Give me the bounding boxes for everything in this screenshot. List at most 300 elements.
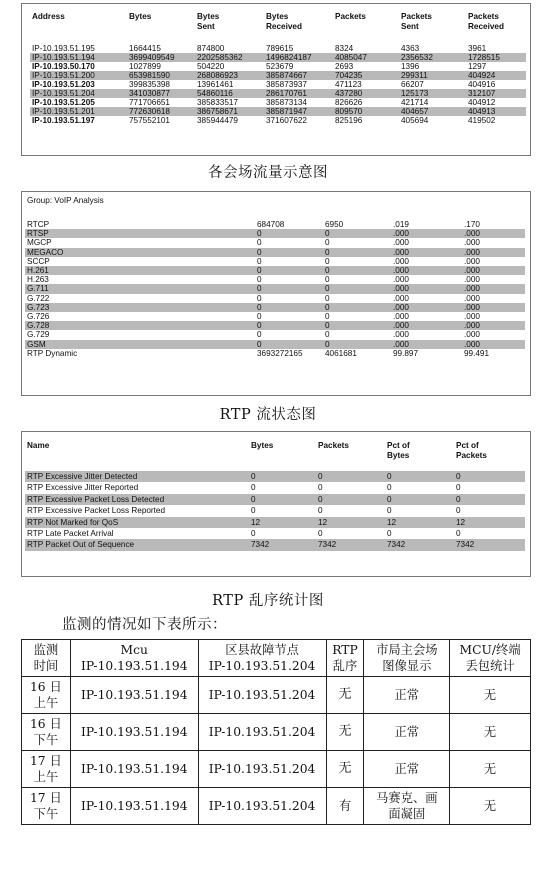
table-cell: 399835398: [129, 80, 170, 89]
time-cell: [22, 714, 71, 751]
table-cell: .000: [462, 229, 525, 238]
table-cell: 0: [387, 483, 392, 493]
table-cell: 0: [255, 284, 323, 293]
table-cell: 0: [456, 506, 461, 516]
table-cell: 385944479: [197, 116, 238, 125]
table-cell: 0: [387, 506, 392, 516]
table-row: [30, 71, 526, 80]
flow-table-header: [30, 10, 526, 34]
table-cell: 0: [323, 340, 391, 349]
display-cell: [364, 714, 450, 751]
table-cell: 1496824187: [264, 53, 333, 62]
node-cell: IP-10.193.51.204: [198, 677, 326, 714]
mcu-cell: IP-10.193.51.194: [70, 751, 198, 788]
table-cell: .170: [464, 220, 480, 229]
table-cell: 0: [318, 506, 323, 516]
table-cell: 0: [323, 321, 391, 330]
table-cell: 0: [255, 340, 323, 349]
rtp-state-table: [25, 220, 525, 358]
table-cell: IP-10.193.51.203: [32, 80, 95, 89]
table-cell: 809570: [333, 107, 399, 116]
table-cell: 771706651: [129, 98, 170, 107]
display-line: 正常: [394, 725, 420, 739]
table-cell: 0: [251, 506, 256, 516]
table-cell: 789615: [266, 44, 294, 53]
table-cell: .000: [391, 321, 462, 330]
table-cell: 0: [316, 471, 385, 482]
table-cell: 772630618: [127, 107, 195, 116]
table-row: [25, 312, 525, 321]
table-cell: 385873937: [266, 80, 307, 89]
table-cell: RTP Packet Out of Sequence: [25, 539, 249, 550]
header-line: MCU/终端: [459, 643, 521, 657]
table-cell: 0: [323, 284, 391, 293]
table-cell: .000: [464, 275, 480, 285]
monitor-col-header: [70, 640, 198, 677]
table-cell: 1297: [468, 62, 487, 71]
table-cell: 0: [325, 293, 330, 303]
table-cell: RTP Excessive Jitter Reported: [27, 483, 139, 493]
header-sub: IP-10.193.51.194: [80, 659, 188, 673]
table-cell: 385833517: [197, 98, 238, 107]
group-label: Group: VoIP Analysis: [27, 196, 104, 205]
table-cell: 386758671: [195, 107, 264, 116]
table-row: [30, 62, 526, 71]
time-line: 16 日: [29, 680, 62, 694]
display-cell: [364, 751, 450, 788]
table-cell: .000: [391, 266, 462, 275]
table-row: [25, 482, 525, 493]
header-line: Received: [468, 22, 504, 31]
table-row: [25, 220, 525, 229]
table-cell: 0: [257, 312, 262, 322]
table-cell: 0: [257, 238, 262, 248]
table-cell: 404912: [468, 98, 496, 107]
table-cell: 404913: [466, 107, 526, 116]
flow-col-header: [264, 10, 333, 34]
order-col-header: [249, 439, 316, 463]
table-cell: 0: [316, 494, 385, 505]
header-line: 丢包统计: [465, 659, 515, 673]
header-line: Bytes: [129, 12, 152, 21]
table-cell: H.261: [25, 266, 255, 275]
display-line: 正常: [394, 762, 420, 776]
table-cell: 0: [257, 330, 262, 340]
table-row: [25, 248, 525, 257]
table-cell: .000: [464, 312, 480, 322]
table-cell: IP-10.193.51.195: [32, 44, 95, 53]
table-row: [25, 528, 525, 539]
table-cell: 4061681: [325, 348, 357, 358]
table-cell: 2202585362: [195, 53, 264, 62]
header-line: Packets: [456, 451, 487, 460]
table-cell: 0: [385, 494, 454, 505]
table-cell: 286170761: [264, 89, 333, 98]
rtp-state-image: [21, 191, 531, 396]
time-cell: [22, 788, 71, 825]
table-cell: .000: [393, 330, 409, 340]
table-row: [30, 44, 526, 53]
table-cell: 0: [323, 229, 391, 238]
table-cell: .000: [464, 256, 480, 266]
table-cell: .000: [391, 248, 462, 257]
flow-col-header: [127, 10, 195, 34]
table-cell: 4085047: [333, 53, 399, 62]
rtp-cell: 无: [326, 714, 364, 751]
table-cell: .000: [464, 238, 480, 248]
table-cell: 3699409549: [127, 53, 195, 62]
table-cell: 826626: [335, 98, 363, 107]
header-line: Packets: [318, 441, 349, 450]
flow-col-header: [195, 10, 264, 34]
header-line: Packets: [401, 12, 432, 21]
table-cell: G.728: [25, 321, 255, 330]
table-cell: 3961: [468, 44, 487, 53]
table-cell: .000: [393, 275, 409, 285]
table-cell: 2356532: [399, 53, 466, 62]
table-cell: 1027899: [129, 62, 161, 71]
header-line: 市局主会场: [376, 643, 438, 657]
table-cell: 7342: [249, 539, 316, 550]
table-cell: 471123: [335, 80, 362, 89]
table-cell: .000: [464, 293, 480, 303]
table-cell: 0: [251, 529, 256, 539]
table-cell: MGCP: [27, 238, 52, 248]
display-cell: [364, 788, 450, 825]
table-cell: 12: [385, 517, 454, 528]
header-line: RTP: [332, 643, 358, 657]
table-cell: 0: [387, 529, 392, 539]
header-line: Sent: [401, 22, 419, 31]
table-cell: 0: [325, 312, 330, 322]
table-cell: RTP Excessive Packet Loss Reported: [27, 506, 166, 516]
header-line: 图像显示: [382, 659, 432, 673]
table-cell: 0: [318, 529, 323, 539]
table-cell: G.726: [27, 312, 50, 322]
time-line: 上午: [33, 770, 59, 784]
monitor-col-header: [326, 640, 364, 677]
table-cell: 0: [255, 321, 323, 330]
table-cell: 8324: [335, 44, 354, 53]
table-row: [25, 505, 525, 516]
table-cell: 66207: [401, 80, 424, 89]
table-cell: 0: [454, 471, 525, 482]
monitor-row: [22, 788, 531, 825]
table-cell: .000: [393, 256, 409, 266]
table-cell: 385874667: [264, 71, 333, 80]
table-cell: 6950: [325, 220, 344, 229]
table-row: [25, 275, 525, 284]
table-cell: 0: [255, 266, 323, 275]
loss-cell: 无: [450, 714, 531, 751]
header-sub: IP-10.193.51.204: [208, 659, 316, 673]
display-line: 面凝固: [388, 807, 426, 821]
table-cell: IP-10.193.50.170: [32, 62, 95, 71]
table-cell: IP-10.193.51.201: [30, 107, 127, 116]
table-cell: GSM: [25, 340, 255, 349]
mcu-cell: IP-10.193.51.194: [70, 677, 198, 714]
table-cell: 0: [325, 256, 330, 266]
table-cell: 1664415: [129, 44, 161, 53]
header-line: 时间: [33, 659, 59, 673]
table-cell: RTP Excessive Jitter Detected: [25, 471, 249, 482]
mcu-cell: IP-10.193.51.194: [70, 788, 198, 825]
header-line: Received: [266, 22, 302, 31]
table-cell: 12: [454, 517, 525, 528]
table-cell: 385871947: [264, 107, 333, 116]
table-row: [25, 294, 525, 303]
header-line: Bytes: [197, 12, 220, 21]
rtp-cell: 无: [326, 751, 364, 788]
table-cell: .000: [462, 303, 525, 312]
table-row: [25, 229, 525, 238]
flow-col-header: [466, 10, 526, 34]
table-cell: 7342: [454, 539, 525, 550]
header-line: Bytes: [251, 441, 274, 450]
table-cell: 0: [251, 483, 256, 493]
time-cell: [22, 677, 71, 714]
table-cell: 0: [323, 248, 391, 257]
table-cell: 874800: [197, 44, 225, 53]
header-line: 乱序: [332, 659, 358, 673]
monitor-col-header: [198, 640, 326, 677]
table-cell: 0: [325, 330, 330, 340]
order-col-header: [454, 439, 525, 463]
table-cell: 99.491: [464, 348, 490, 358]
monitor-col-header: [22, 640, 71, 677]
rtp-order-header: [25, 439, 525, 463]
table-cell: 299311: [399, 71, 466, 80]
table-row: [25, 517, 525, 528]
rtp-order-table: [25, 439, 525, 551]
table-cell: 12: [316, 517, 385, 528]
table-cell: H.263: [27, 275, 49, 285]
table-cell: 0: [255, 229, 323, 238]
time-line: 16 日: [29, 717, 62, 731]
loss-cell: 无: [450, 677, 531, 714]
header-line: Name: [27, 441, 50, 450]
table-cell: 125173: [399, 89, 466, 98]
table-row: [25, 471, 525, 482]
table-cell: 504220: [197, 62, 225, 71]
flow-table: [30, 10, 526, 125]
table-row: [30, 98, 526, 107]
table-cell: 437280: [333, 89, 399, 98]
table-cell: 704235: [333, 71, 399, 80]
table-row: [25, 257, 525, 266]
monitor-col-header: [364, 640, 450, 677]
table-row: [30, 116, 526, 125]
table-cell: 684708: [257, 220, 285, 229]
table-cell: 0: [249, 494, 316, 505]
table-cell: 405694: [401, 116, 429, 125]
table-cell: .000: [462, 321, 525, 330]
table-cell: .000: [393, 312, 409, 322]
table-cell: 0: [323, 303, 391, 312]
header-line: Packets: [335, 12, 366, 21]
table-cell: 13961461: [197, 80, 234, 89]
table-cell: G.723: [25, 303, 255, 312]
table-cell: G.711: [25, 284, 255, 293]
table-cell: 99.897: [393, 348, 419, 358]
table-row: [25, 266, 525, 275]
table-row: [25, 330, 525, 339]
time-line: 下午: [33, 807, 59, 821]
header-line: 监测: [33, 643, 59, 657]
header-line: Address: [32, 12, 65, 21]
table-cell: 341030877: [127, 89, 195, 98]
flow-col-header: [30, 10, 127, 34]
table-cell: 404916: [468, 80, 496, 89]
order-col-header: [25, 439, 249, 463]
monitor-header-row: [22, 640, 531, 677]
table-cell: 1728515: [466, 53, 526, 62]
table-row: [25, 539, 525, 550]
table-cell: 1396: [401, 62, 420, 71]
table-cell: 419502: [468, 116, 496, 125]
table-cell: 268086923: [195, 71, 264, 80]
monitor-col-header: [450, 640, 531, 677]
header-line: Pct of: [387, 441, 410, 450]
loss-cell: 无: [450, 788, 531, 825]
table-row: [30, 53, 526, 62]
mcu-cell: IP-10.193.51.194: [70, 714, 198, 751]
rtp-state-caption: RTP 流状态图: [219, 407, 317, 423]
header-line: Bytes: [387, 451, 410, 460]
table-cell: MEGACO: [25, 248, 255, 257]
table-cell: 4363: [401, 44, 420, 53]
table-row: [30, 80, 526, 89]
table-cell: .019: [393, 220, 409, 229]
node-cell: IP-10.193.51.204: [198, 751, 326, 788]
order-col-header: [385, 439, 454, 463]
table-cell: 2693: [335, 62, 354, 71]
rtp-order-image: [21, 431, 531, 577]
table-cell: .000: [393, 238, 409, 248]
table-cell: IP-10.193.51.194: [30, 53, 127, 62]
table-cell: RTP Dynamic: [27, 348, 78, 358]
time-cell: [22, 751, 71, 788]
header-line: Sent: [197, 22, 215, 31]
table-cell: 0: [257, 275, 262, 285]
table-cell: 385873134: [266, 98, 307, 107]
monitor-row: [22, 714, 531, 751]
table-row: [25, 340, 525, 349]
table-cell: RTP Not Marked for QoS: [25, 517, 249, 528]
rtp-cell: 无: [326, 677, 364, 714]
table-cell: 7342: [316, 539, 385, 550]
rtp-order-caption: RTP 乱序统计图: [212, 593, 324, 609]
table-cell: 371607622: [266, 116, 307, 125]
header-line: 区县故障节点: [225, 643, 299, 657]
node-cell: IP-10.193.51.204: [198, 788, 326, 825]
table-row: [25, 284, 525, 293]
table-cell: 757552101: [129, 116, 170, 125]
time-line: 上午: [33, 696, 59, 710]
table-row: [30, 89, 526, 98]
table-cell: 0: [456, 529, 461, 539]
loss-cell: 无: [450, 751, 531, 788]
table-cell: 0: [257, 256, 262, 266]
table-cell: 0: [257, 293, 262, 303]
table-cell: RTP Excessive Packet Loss Detected: [25, 494, 249, 505]
display-line: 马赛克、画: [376, 791, 438, 805]
monitor-table: [21, 639, 531, 825]
monitor-row: [22, 677, 531, 714]
intro-text: 监测的情况如下表所示：: [62, 617, 227, 633]
table-cell: 0: [325, 238, 330, 248]
table-cell: 0: [325, 275, 330, 285]
table-cell: 0: [323, 266, 391, 275]
table-cell: 0: [249, 471, 316, 482]
table-cell: 3693272165: [257, 348, 303, 358]
table-cell: G.722: [27, 293, 50, 303]
table-cell: .000: [462, 284, 525, 293]
table-cell: 0: [454, 494, 525, 505]
table-cell: RTCP: [27, 220, 50, 229]
table-cell: 523679: [266, 62, 294, 71]
table-cell: 0: [385, 471, 454, 482]
table-cell: .000: [391, 229, 462, 238]
time-line: 下午: [33, 733, 59, 747]
flow-table-caption: 各会场流量示意图: [208, 165, 328, 181]
flow-table-image: [21, 3, 531, 156]
table-cell: 7342: [385, 539, 454, 550]
table-cell: .000: [391, 340, 462, 349]
table-cell: 0: [255, 248, 323, 257]
table-cell: .000: [391, 303, 462, 312]
flow-col-header: [399, 10, 466, 34]
table-cell: .000: [393, 293, 409, 303]
table-cell: 825196: [335, 116, 363, 125]
table-row: [30, 107, 526, 116]
table-cell: 421714: [401, 98, 429, 107]
table-cell: IP-10.193.51.197: [32, 116, 95, 125]
header-line: Packets: [468, 12, 499, 21]
header-line: Pct of: [456, 441, 479, 450]
header-line: Mcu: [120, 643, 148, 657]
table-cell: 653981590: [127, 71, 195, 80]
table-cell: 54860116: [195, 89, 264, 98]
order-col-header: [316, 439, 385, 463]
table-cell: G.729: [27, 330, 50, 340]
monitor-row: [22, 751, 531, 788]
flow-col-header: [333, 10, 399, 34]
time-line: 17 日: [29, 791, 62, 805]
table-cell: 0: [456, 483, 461, 493]
table-cell: IP-10.193.51.204: [30, 89, 127, 98]
table-cell: 0: [255, 303, 323, 312]
table-cell: 404657: [399, 107, 466, 116]
header-line: Bytes: [266, 12, 289, 21]
time-line: 17 日: [29, 754, 62, 768]
display-cell: [364, 677, 450, 714]
table-cell: .000: [464, 330, 480, 340]
table-cell: IP-10.193.51.200: [30, 71, 127, 80]
table-row: [25, 494, 525, 505]
table-cell: 312107: [466, 89, 526, 98]
table-cell: 404924: [466, 71, 526, 80]
rtp-cell: 有: [326, 788, 364, 825]
table-cell: IP-10.193.51.205: [32, 98, 95, 107]
table-row: [25, 321, 525, 330]
table-cell: .000: [462, 266, 525, 275]
table-cell: .000: [391, 284, 462, 293]
display-line: 正常: [394, 688, 420, 702]
table-cell: RTSP: [25, 229, 255, 238]
table-cell: SCCP: [27, 256, 50, 266]
table-row: [25, 238, 525, 247]
